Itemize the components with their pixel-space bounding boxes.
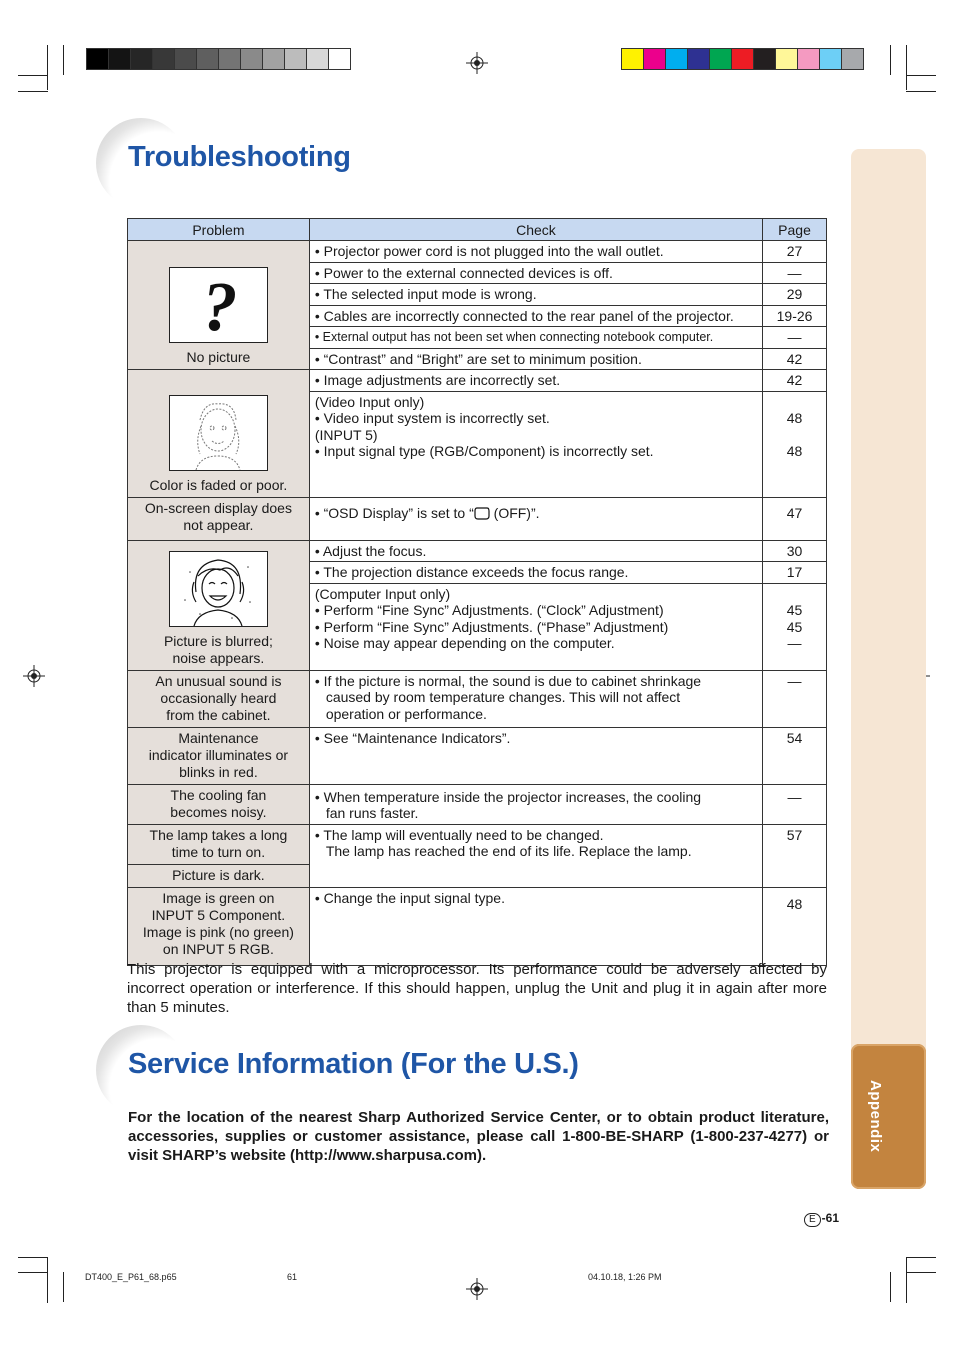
color-swatch [776, 49, 798, 69]
problem-text: On-screen display does [144, 499, 292, 516]
table-row [128, 670, 827, 727]
page-ref: — [763, 670, 827, 727]
table-row [128, 241, 827, 263]
check-text-block [309, 391, 762, 497]
troubleshooting-title: Troubleshooting [128, 141, 351, 173]
check-text: • Adjust the focus. [309, 540, 762, 562]
page-ref-block [763, 583, 827, 670]
color-swatch [197, 49, 219, 69]
page-ref: 45 [786, 618, 803, 635]
page-ref: 19-26 [763, 305, 827, 327]
color-swatch [153, 49, 175, 69]
check-qualifier: (Computer Input only) [314, 585, 451, 602]
check-text [309, 497, 762, 540]
gray-scale-bars [86, 48, 351, 70]
table-header-row [128, 219, 827, 241]
problem-text: Picture is blurred; [163, 632, 273, 649]
problem-text: on INPUT 5 RGB. [162, 940, 274, 957]
problem-text: Color is faded or poor. [149, 476, 288, 493]
page-ref: 45 [786, 602, 803, 618]
problem-text: Image is green on [162, 889, 275, 906]
page-ref: 47 [763, 497, 827, 540]
off-symbol-icon [474, 506, 490, 520]
check-text: • Projector power cord is not plugged into the wall outlet. [309, 241, 762, 263]
problem-cell [128, 497, 310, 540]
color-swatch [754, 49, 776, 69]
footer-page: 61 [287, 1272, 298, 1282]
check-text-block [309, 583, 762, 670]
page-ref: 27 [763, 241, 827, 263]
svg-text:?: ? [202, 269, 238, 342]
check-text: • The lamp will eventually need to be changed. [314, 826, 604, 843]
check-text: caused by room temperature changes. This will not affect [325, 689, 681, 705]
blurred-face-illustration [169, 551, 268, 627]
problem-text: from the cabinet. [166, 706, 271, 723]
color-swatch [219, 49, 241, 69]
check-text: fan runs faster. [325, 805, 419, 821]
problem-text: occasionally heard [160, 689, 277, 706]
table-row [128, 784, 827, 824]
appendix-tab-label: Appendix [867, 1080, 884, 1153]
problem-cell [128, 887, 310, 965]
check-text-block [309, 784, 762, 824]
color-swatch [688, 49, 710, 69]
color-swatch [732, 49, 754, 69]
table-row [128, 887, 827, 965]
page-ref: — [763, 327, 827, 349]
problem-text: Maintenance [178, 729, 259, 746]
page-ref-block [763, 391, 827, 497]
check-text: • Cables are incorrectly connected to the rear panel of the projector. [309, 305, 762, 327]
page-ref: 17 [763, 562, 827, 584]
check-text: The lamp has reached the end of its life. Replace the lamp. [325, 843, 692, 859]
check-text-post: (OFF)”. [489, 504, 540, 521]
header-problem: Problem [128, 219, 310, 241]
problem-cell [128, 370, 310, 498]
problem-text: becomes noisy. [170, 803, 267, 820]
color-swatch [644, 49, 666, 69]
service-information-text: For the location of the nearest Sharp Authorized Service Center, or to obtain product literature, accessories, supplies or customer assistance, please call 1-800-BE-SHARP (1-800-237-4277) or visit SHARP’s website (http://www.sharpusa.com). [128, 1109, 829, 1164]
color-swatch [175, 49, 197, 69]
footer-filename: DT400_E_P61_68.p65 [85, 1272, 177, 1282]
table-row [128, 370, 827, 392]
check-text-block [309, 670, 762, 727]
problem-text: INPUT 5 Component. [151, 906, 286, 923]
problem-text: No picture [186, 349, 251, 365]
table-row [128, 727, 827, 784]
page-ref: — [763, 262, 827, 284]
color-swatch [87, 49, 109, 69]
problem-text: Picture is dark. [128, 864, 310, 887]
header-page: Page [763, 219, 827, 241]
table-row [128, 497, 827, 540]
service-title: Service Information (For the U.S.) [128, 1048, 579, 1080]
page-ref: 48 [786, 443, 803, 459]
check-qualifier: (Video Input only) [314, 393, 425, 410]
check-text: • Video input system is incorrectly set. [314, 410, 550, 426]
problem-text: blinks in red. [179, 763, 258, 780]
color-bars [621, 48, 864, 70]
problem-text: The lamp takes a long [149, 826, 288, 843]
color-swatch [710, 49, 732, 69]
page-ref: 48 [786, 410, 803, 426]
problem-cell [128, 540, 310, 670]
problem-cell [128, 241, 310, 370]
page-ref: 57 [763, 824, 827, 887]
color-swatch [109, 49, 131, 69]
color-swatch [329, 49, 350, 69]
problem-text: not appear. [183, 516, 254, 533]
check-text: • “Contrast” and “Bright” are set to minimum position. [309, 348, 762, 370]
page-ref: 42 [763, 370, 827, 392]
page-ref: 48 [763, 887, 827, 965]
color-swatch [263, 49, 285, 69]
page-ref: — [763, 784, 827, 824]
check-text: • Noise may appear depending on the computer. [314, 635, 615, 651]
registration-mark-top [466, 52, 488, 74]
page-ref: 30 [763, 540, 827, 562]
problem-cell [128, 784, 310, 824]
check-text: • Perform “Fine Sync” Adjustments. (“Phase” Adjustment) [314, 618, 669, 635]
color-swatch [285, 49, 307, 69]
problem-cell [128, 727, 310, 784]
troubleshooting-table [127, 218, 827, 966]
microprocessor-note: This projector is equipped with a microprocessor. Its performance could be adversely affected by incorrect operation or interference. If this should happen, unplug the Unit and plug it in again after more than 5 minutes. [127, 961, 827, 1016]
color-swatch [131, 49, 153, 69]
problem-text: The cooling fan [170, 786, 267, 803]
faded-face-illustration [169, 395, 268, 471]
color-swatch [820, 49, 842, 69]
page-ref: 54 [763, 727, 827, 784]
color-swatch [241, 49, 263, 69]
check-text: • Change the input signal type. [309, 887, 762, 965]
side-margin-band [851, 149, 926, 1189]
table-row [128, 824, 827, 864]
color-swatch [842, 49, 863, 69]
check-text-block [309, 824, 762, 887]
page-number-value: -61 [821, 1211, 840, 1225]
color-swatch [622, 49, 644, 69]
check-qualifier: (INPUT 5) [314, 426, 378, 443]
color-swatch [798, 49, 820, 69]
check-text: • External output has not been set when connecting notebook computer. [309, 327, 762, 349]
problem-text: time to turn on. [171, 843, 266, 860]
page-ref: 29 [763, 284, 827, 306]
problem-text: indicator illuminates or [148, 746, 289, 763]
registration-mark-left [23, 665, 45, 687]
check-text: • Input signal type (RGB/Component) is incorrectly set. [314, 443, 654, 459]
table-row [128, 540, 827, 562]
check-text: operation or performance. [325, 705, 487, 722]
page-ref: — [787, 635, 802, 651]
check-text: • The projection distance exceeds the focus range. [309, 562, 762, 584]
check-text: • The selected input mode is wrong. [309, 284, 762, 306]
color-swatch [666, 49, 688, 69]
check-text-pre: • “OSD Display” is set to “ [314, 504, 474, 521]
problem-cell [128, 824, 310, 864]
check-text: • If the picture is normal, the sound is due to cabinet shrinkage [314, 672, 702, 689]
footer-date: 04.10.18, 1:26 PM [588, 1272, 662, 1282]
color-swatch [307, 49, 329, 69]
problem-text: noise appears. [172, 649, 265, 666]
problem-text: An unusual sound is [155, 672, 282, 689]
check-text: • Image adjustments are incorrectly set. [309, 370, 762, 392]
header-check: Check [309, 219, 762, 241]
registration-mark-bottom [466, 1278, 488, 1300]
question-mark-illustration [169, 267, 268, 343]
check-text: • Perform “Fine Sync” Adjustments. (“Clock” Adjustment) [314, 602, 664, 618]
page-ref: 42 [763, 348, 827, 370]
check-text: • Power to the external connected devices is off. [309, 262, 762, 284]
language-badge: E [804, 1213, 821, 1227]
problem-cell [128, 670, 310, 727]
problem-text: Image is pink (no green) [142, 923, 294, 940]
page-number [804, 1211, 839, 1227]
check-text: • See “Maintenance Indicators”. [309, 727, 762, 784]
check-text: • When temperature inside the projector increases, the cooling [314, 788, 702, 805]
